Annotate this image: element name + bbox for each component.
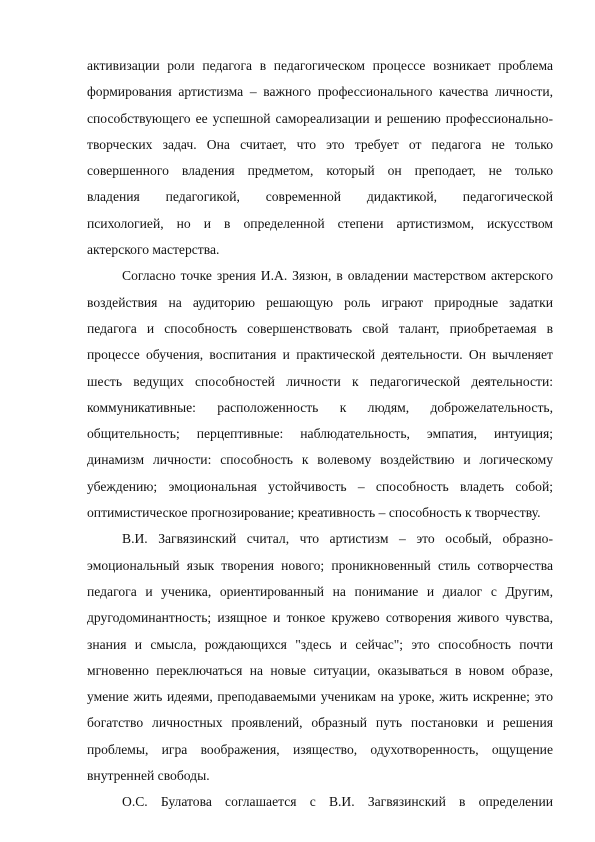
- text-line: В.И. Загвязинский считал, что артистизм – это особый, образно-: [122, 531, 553, 547]
- text-line: эмоциональный язык творения нового; проникновенный стиль сотворчества: [87, 557, 553, 573]
- text-line: умение жить идеями, преподаваемыми ученикам на уроке, жить искренне; это: [87, 689, 553, 705]
- text-line: шесть ведущих способностей личности к педагогической деятельности:: [87, 373, 553, 389]
- text-line: актерского мастерства.: [87, 242, 220, 258]
- text-line: формирования артистизма – важного профессионального качества личности,: [87, 84, 553, 100]
- text-line: Согласно точке зрения И.А. Зязюн, в овладении мастерством актерского: [122, 268, 553, 284]
- text-line: другодоминантность; изящное и тонкое кружево сотворения живого чувства,: [87, 610, 553, 626]
- text-line: коммуникативные: расположенность к людям, доброжелательность,: [87, 399, 553, 415]
- text-line: богатство личностных проявлений, образный путь постановки и решения: [87, 715, 553, 731]
- text-line: педагога и способность совершенствовать свой талант, приобретаемая в: [87, 320, 553, 336]
- text-line: процессе обучения, воспитания и практической деятельности. Он вычленяет: [87, 347, 553, 363]
- text-line: знания и смысла, рождающихся "здесь и сейчас"; это способность почти: [87, 636, 553, 652]
- text-line: динамизм личности: способность к волевому воздействию и логическому: [87, 452, 553, 468]
- paragraph: [87, 789, 553, 815]
- text-line: воздействия на аудиторию решающую роль играют природные задатки: [87, 294, 553, 310]
- text-line: психологией, но и в определенной степени артистизмом, искусством: [87, 215, 553, 231]
- paragraph: [87, 53, 553, 263]
- text-line: О.С. Булатова соглашается с В.И. Загвязинский в определении: [122, 794, 553, 810]
- text-line: совершенного владения предметом, который он преподает, не только: [87, 163, 553, 179]
- text-line: владения педагогикой, современной дидактикой, педагогической: [87, 189, 553, 205]
- text-line: убеждению; эмоциональная устойчивость – способность владеть собой;: [87, 478, 553, 494]
- text-line: проблемы, игра воображения, изящество, одухотворенность, ощущение: [87, 741, 553, 757]
- paragraph: [87, 526, 553, 789]
- text-line: мгновенно переключаться на новые ситуации, оказываться в новом образе,: [87, 662, 553, 678]
- text-line: активизации роли педагога в педагогическом процессе возникает проблема: [87, 58, 553, 73]
- text-line: творческих задач. Она считает, что это требует от педагога не только: [87, 136, 553, 152]
- text-line: оптимистическое прогнозирование; креативность – способность к творчеству.: [87, 505, 541, 521]
- text-line: общительность; перцептивные: наблюдательность, эмпатия, интуиция;: [87, 426, 553, 442]
- text-line: внутренней свободы.: [87, 768, 210, 784]
- text-line: педагога и ученика, ориентированный на понимание и диалог с Другим,: [87, 583, 553, 599]
- paragraph: [87, 263, 553, 526]
- text-line: способствующего ее успешной самореализации и решению профессионально-: [87, 110, 553, 126]
- body-text: [87, 53, 553, 816]
